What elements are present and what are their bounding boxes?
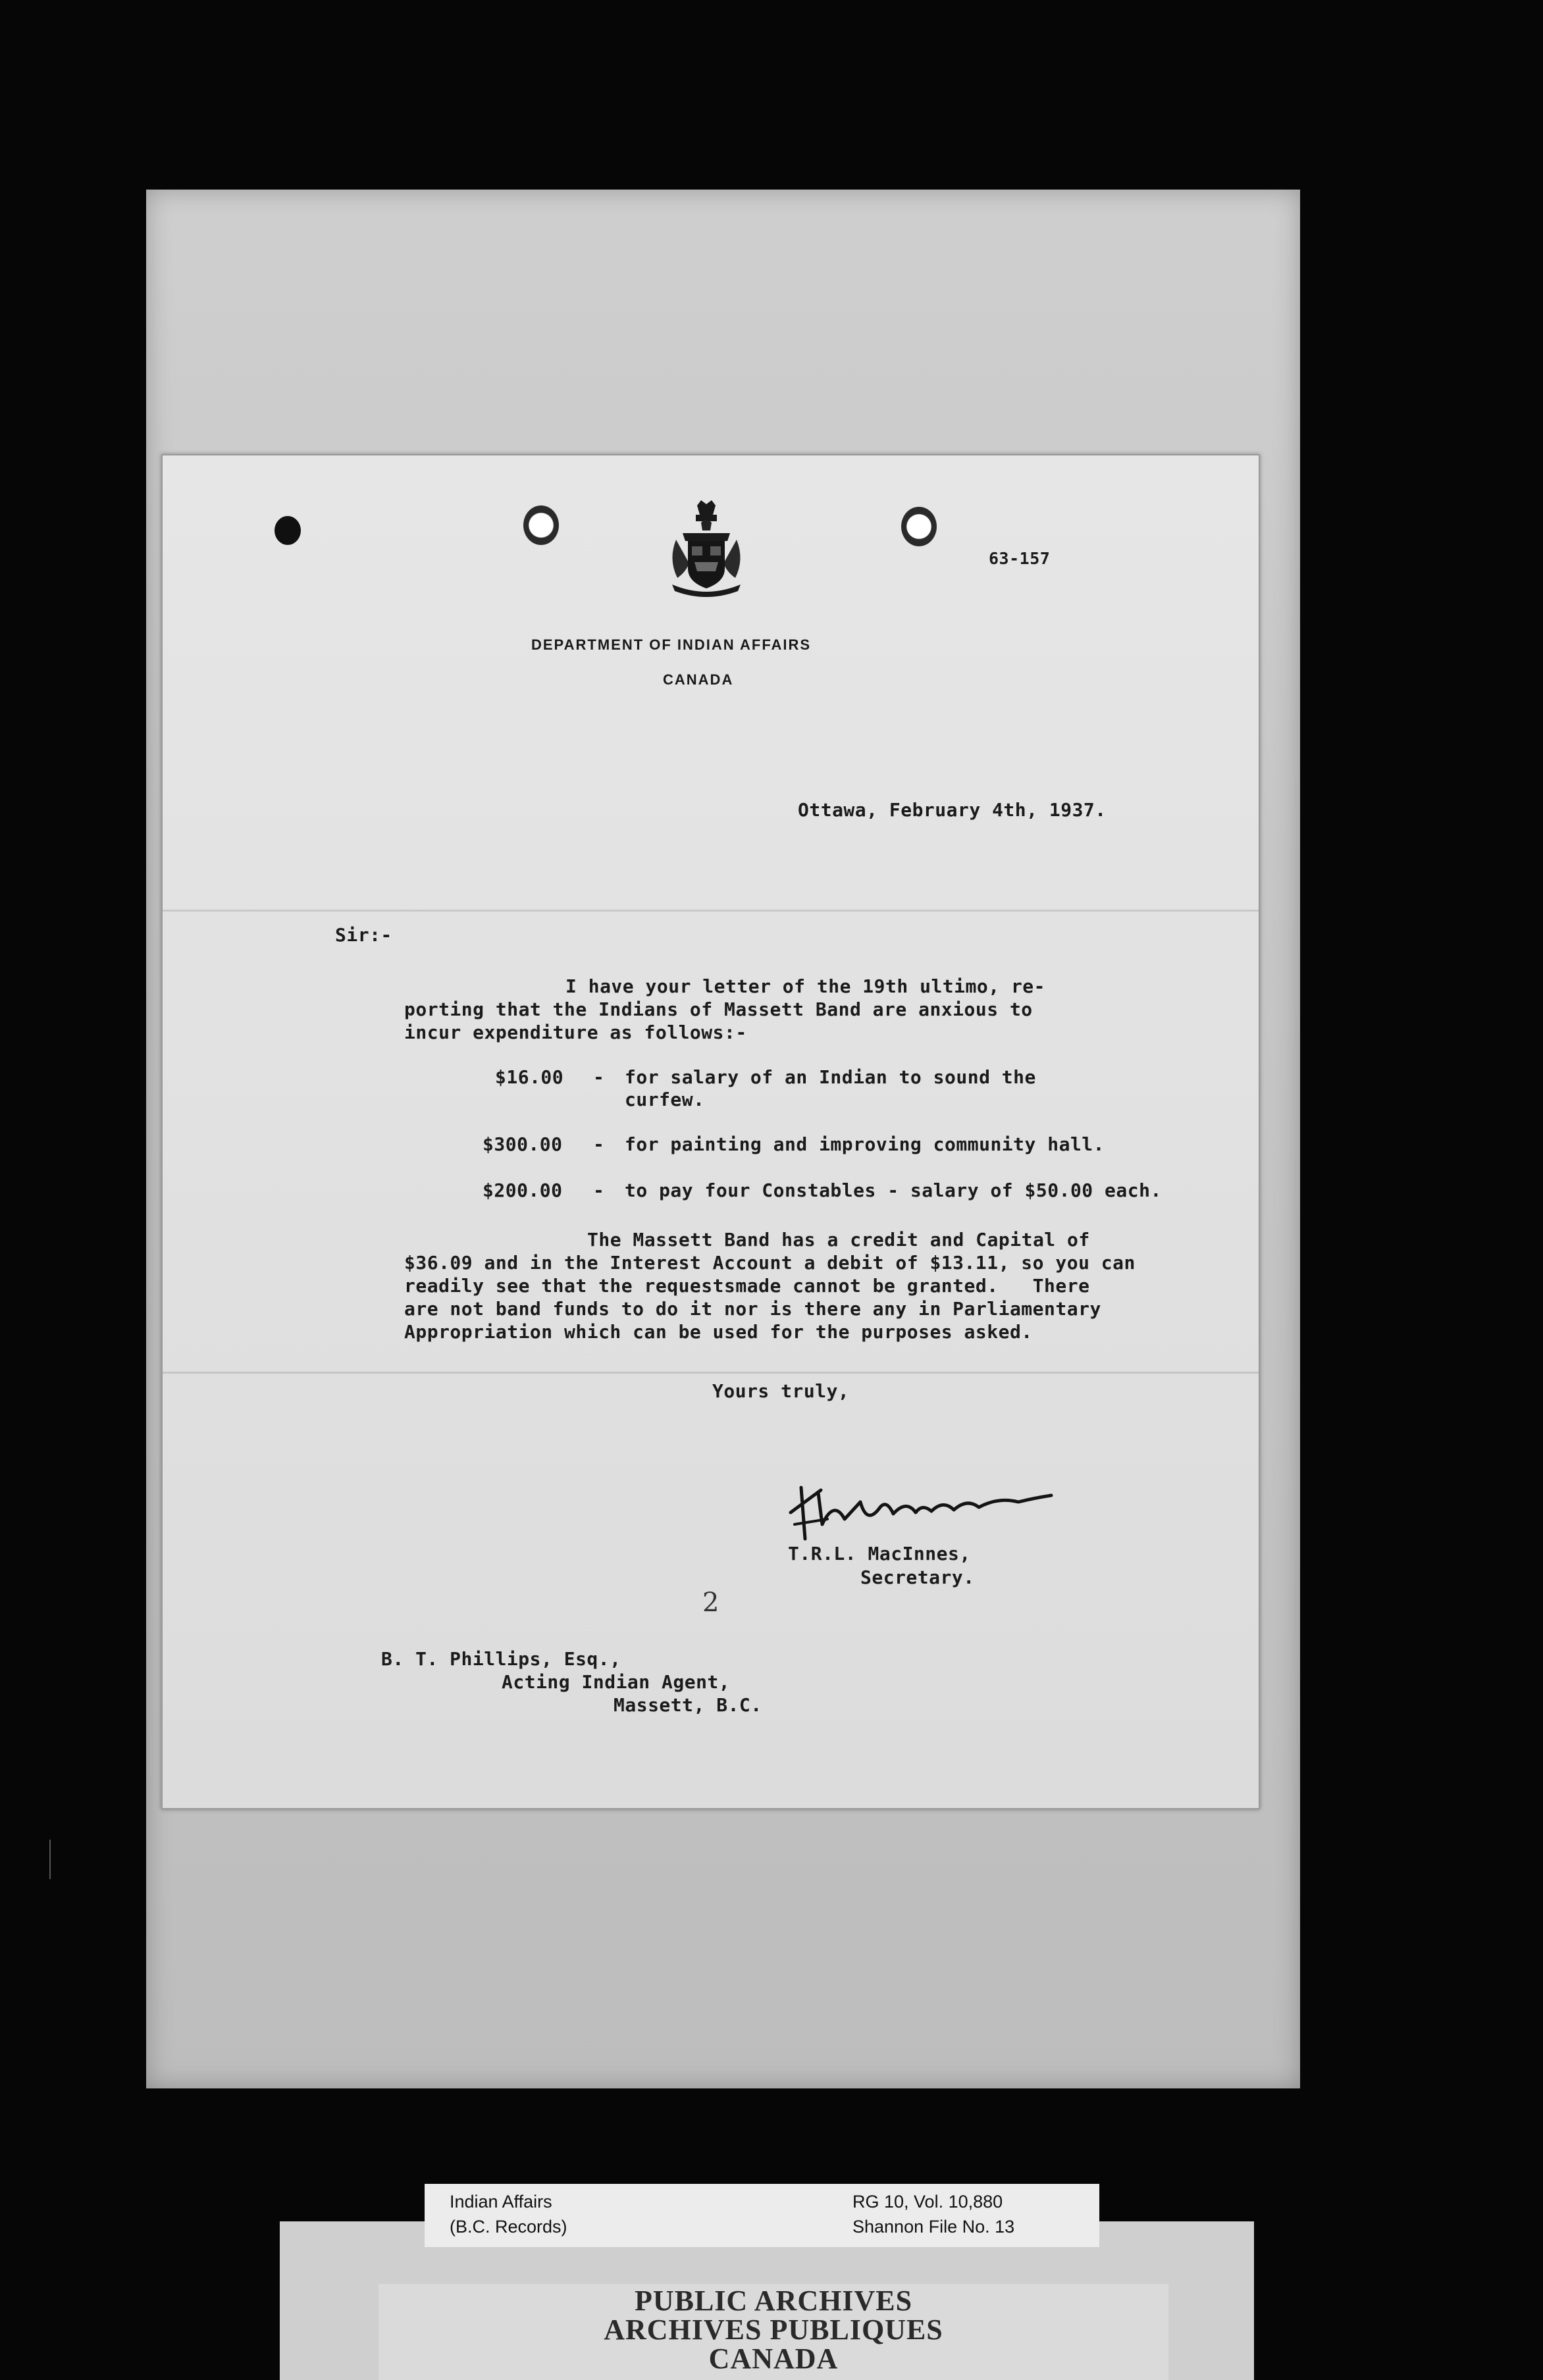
expenditure-description: curfew.: [625, 1089, 705, 1110]
fold-line: [163, 1372, 1259, 1374]
expenditure-amount: $200.00: [483, 1179, 563, 1201]
addressee-line: Acting Indian Agent,: [502, 1671, 731, 1693]
file-reference: Shannon File No. 13: [852, 2217, 1015, 2237]
paragraph-line: Appropriation which can be used for the purposes asked.: [404, 1321, 1033, 1343]
paragraph-line: I have your letter of the 19th ultimo, re-: [565, 975, 1046, 997]
film-edge-mark: [49, 1840, 51, 1879]
punch-hole: [901, 507, 937, 546]
paragraph-line: $36.09 and in the Interest Account a debit of $13.11, so you can: [404, 1252, 1136, 1274]
letterhead-country: CANADA: [663, 671, 734, 688]
letter-page: [161, 454, 1260, 1809]
signer-title: Secretary.: [860, 1566, 975, 1588]
punch-hole: [523, 505, 559, 545]
archive-stamp: [379, 2284, 1168, 2380]
coat-of-arms-icon: [663, 500, 750, 599]
stamp-line: PUBLIC ARCHIVES: [634, 2285, 913, 2317]
paragraph-line: incur expenditure as follows:-: [404, 1022, 747, 1043]
addressee-line: Massett, B.C.: [614, 1694, 762, 1716]
fold-line: [163, 910, 1259, 912]
expenditure-dash: -: [593, 1179, 605, 1201]
signer-name: T.R.L. MacInnes,: [788, 1543, 971, 1565]
expenditure-description: for painting and improving community hall.: [625, 1133, 1105, 1155]
file-number: 63-157: [989, 549, 1051, 568]
volume-reference: RG 10, Vol. 10,880: [852, 2192, 1003, 2212]
paragraph-line: readily see that the requestsmade cannot be granted. There: [404, 1275, 1090, 1297]
stamp-line: CANADA: [708, 2342, 839, 2375]
closing: Yours truly,: [712, 1380, 850, 1402]
stamp-line: ARCHIVES PUBLIQUES: [604, 2314, 943, 2346]
expenditure-amount: $16.00: [495, 1066, 564, 1088]
archive-citation-label: [425, 2184, 1099, 2247]
paragraph-line: porting that the Indians of Massett Band are anxious to: [404, 998, 1033, 1020]
expenditure-dash: -: [593, 1066, 605, 1088]
expenditure-amount: $300.00: [483, 1133, 563, 1155]
paragraph-line: The Massett Band has a credit and Capital of: [587, 1229, 1090, 1251]
record-group-name: Indian Affairs: [450, 2192, 552, 2212]
handwritten-signature: [781, 1473, 1058, 1545]
punch-hole: [275, 516, 301, 545]
salutation: Sir:-: [335, 924, 392, 946]
expenditure-description: to pay four Constables - salary of $50.00 each.: [625, 1179, 1162, 1201]
handwritten-annotation: 2: [702, 1588, 719, 1618]
dateline: Ottawa, February 4th, 1937.: [798, 799, 1107, 821]
record-series: (B.C. Records): [450, 2217, 567, 2237]
addressee-line: B. T. Phillips, Esq.,: [381, 1648, 621, 1670]
expenditure-dash: -: [593, 1133, 605, 1155]
letterhead-department: DEPARTMENT OF INDIAN AFFAIRS: [531, 636, 812, 653]
expenditure-description: for salary of an Indian to sound the: [625, 1066, 1036, 1088]
paragraph-line: are not band funds to do it nor is there any in Parliamentary: [404, 1298, 1101, 1320]
